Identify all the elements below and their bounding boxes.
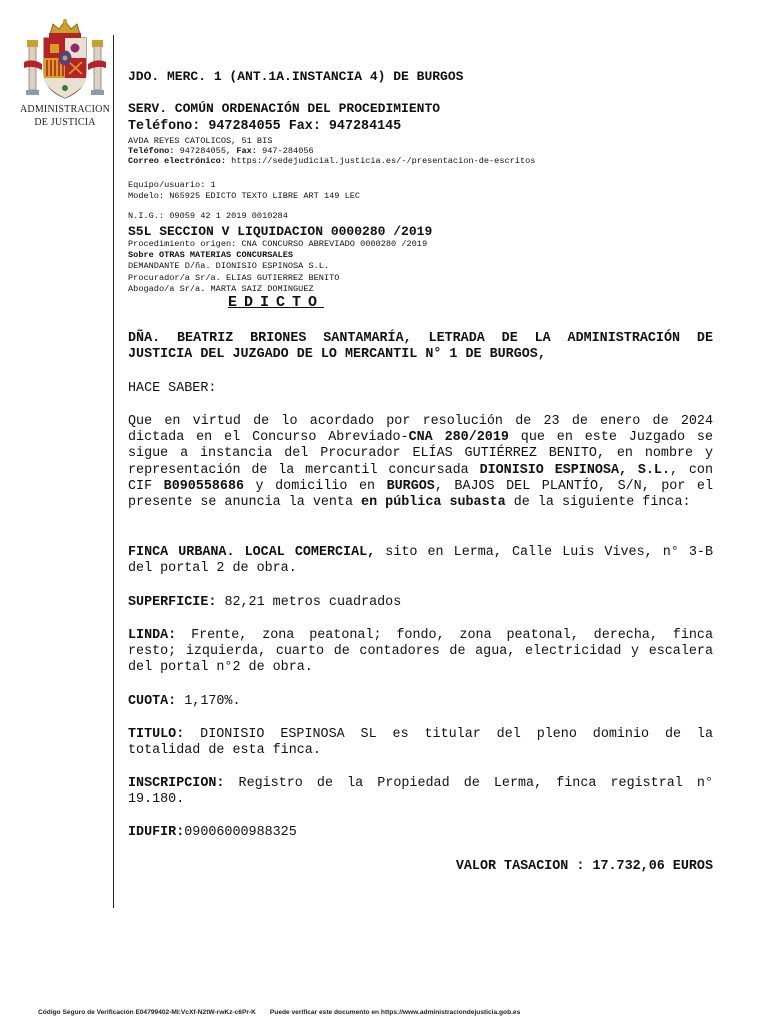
cuota-label: CUOTA:: [128, 694, 177, 709]
procurador: Procurador/a Sr/a. ELIAS GUTIERREZ BENITO: [128, 273, 340, 283]
cuota-text: 1,170%.: [176, 694, 241, 709]
sobre-materias: Sobre OTRAS MATERIAS CONCURSALES: [128, 250, 294, 260]
equipo-usuario: Equipo/usuario: 1: [128, 180, 216, 190]
inscripcion-text: Registro de la Propiedad de Lerma, finca registral n° 19.180.: [128, 776, 713, 808]
cuota-paragraph: [128, 694, 713, 710]
linda-text: Frente, zona peatonal; fondo, zona peatonal, derecha, finca resto; izquierda, cuarto de contadores de agua, electricidad y escalera del portal n°2 de obra.: [128, 628, 713, 676]
coat-of-arms-logo: [20, 18, 110, 128]
superficie-label: SUPERFICIE:: [128, 595, 217, 610]
coat-of-arms-icon: [22, 18, 108, 102]
idufir-label: IDUFIR:: [128, 825, 185, 840]
court-address: AVDA REYES CATOLICOS, 51 BIS: [128, 136, 273, 146]
hace-saber: HACE SABER:: [128, 381, 217, 396]
superficie-paragraph: [128, 595, 713, 611]
tel-label: Teléfono:: [128, 146, 175, 156]
p1-cif: B090558686: [163, 478, 245, 494]
seccion-liquidacion: S5L SECCION V LIQUIDACION 0000280 /2019: [128, 224, 433, 239]
inscripcion-paragraph: [128, 776, 713, 808]
margin-rule: [113, 35, 114, 908]
p1-case-number: CNA 280/2019: [408, 430, 509, 446]
p1-city: BURGOS: [386, 478, 435, 494]
linda-label: LINDA:: [128, 628, 177, 643]
service-name: SERV. COMÚN ORDENACIÓN DEL PROCEDIMIENTO: [128, 101, 441, 116]
finca-text: sito en Lerma, Calle Luis Vives, n° 3-B del portal 2 de obra.: [128, 545, 713, 577]
court-name: JDO. MERC. 1 (ANT.1A.INSTANCIA 4) DE BURGOS: [128, 69, 464, 84]
resolution-paragraph: [128, 414, 713, 511]
phone-fax-line: Teléfono: 947284055 Fax: 947284145: [128, 119, 402, 134]
p1-text-c: que en este Juzgado se sigue a instancia del Procurador ELÍAS GUTIÉRREZ BENITO, en nombre y representación de la mercantil concursada: [128, 430, 714, 478]
inscripcion-label: INSCRIPCION:: [128, 776, 225, 791]
titulo-text: DIONISIO ESPINOSA SL es titular del pleno dominio de la totalidad de esta finca.: [128, 727, 713, 759]
finca-label: FINCA URBANA. LOCAL COMERCIAL,: [128, 545, 376, 560]
verification-code: Código Seguro de Verificación E04799402-MI:VcXf-N2tW-rwKz-c6Pr-K: [38, 1009, 256, 1016]
court-phone-small: [128, 146, 314, 156]
document-title: EDICTO: [228, 294, 325, 311]
linda-paragraph: [128, 628, 713, 677]
idufir-paragraph: [128, 825, 713, 841]
verification-footer: [38, 1009, 520, 1016]
demandante: DEMANDANTE D/ña. DIONISIO ESPINOSA S.L.: [128, 261, 330, 271]
p1-text-k: de la siguiente finca:: [505, 495, 691, 511]
abogado: Abogado/a Sr/a. MARTA SAIZ DOMINGUEZ: [128, 284, 314, 294]
fax-value: 947-284056: [256, 146, 314, 156]
p1-text-g: y domicilio en: [244, 478, 387, 494]
modelo: Modelo: N65925 EDICTO TEXTO LIBRE ART 149 LEC: [128, 191, 361, 201]
letrada-paragraph: DÑA. BEATRIZ BRIONES SANTAMARÍA, LETRADA DE LA ADMINISTRACIÓN DE JUSTICIA DEL JUZGADO DE LO MERCANTIL N° 1 DE BURGOS,: [128, 331, 713, 363]
p1-text-e: , con CIF: [128, 462, 714, 494]
email-label: Correo electrónico:: [128, 156, 226, 166]
fax-label: Fax:: [236, 146, 257, 156]
titulo-paragraph: [128, 727, 713, 759]
procedimiento-origen: Procedimiento origen: CNA CONCURSO ABREVIADO 0000280 /2019: [128, 239, 428, 249]
finca-paragraph: [128, 545, 713, 577]
p1-company-name: DIONISIO ESPINOSA, S.L.: [479, 462, 671, 478]
logo-line-1: ADMINISTRACION: [20, 104, 111, 115]
logo-line-2: DE JUSTICIA: [34, 117, 96, 128]
tel-value: 947284055,: [174, 146, 237, 156]
verification-url[interactable]: Puede verificar este documento en https://www.administraciondejusticia.gob.es: [269, 1009, 521, 1016]
idufir-text: 09006000988325: [184, 825, 297, 840]
p1-text-a: Que en virtud de lo acordado por resolución de 23 de enero de 2024 dictada en el Concurso Abreviado-: [128, 414, 713, 446]
titulo-label: TITULO:: [128, 727, 185, 742]
p1-text-i: , BAJOS DEL PLANTÍO, S/N, por el presente se anuncia la venta: [128, 478, 713, 511]
email-value: https://sedejudicial.justicia.es/-/presentacion-de-escritos: [226, 156, 536, 166]
p1-subasta: en pública subasta: [361, 495, 506, 511]
nig: N.I.G.: 09059 42 1 2019 0010284: [128, 211, 288, 221]
valor-tasacion: VALOR TASACION : 17.732,06 EUROS: [455, 859, 713, 874]
court-email: [128, 156, 535, 166]
superficie-text: 82,21 metros cuadrados: [216, 595, 402, 610]
